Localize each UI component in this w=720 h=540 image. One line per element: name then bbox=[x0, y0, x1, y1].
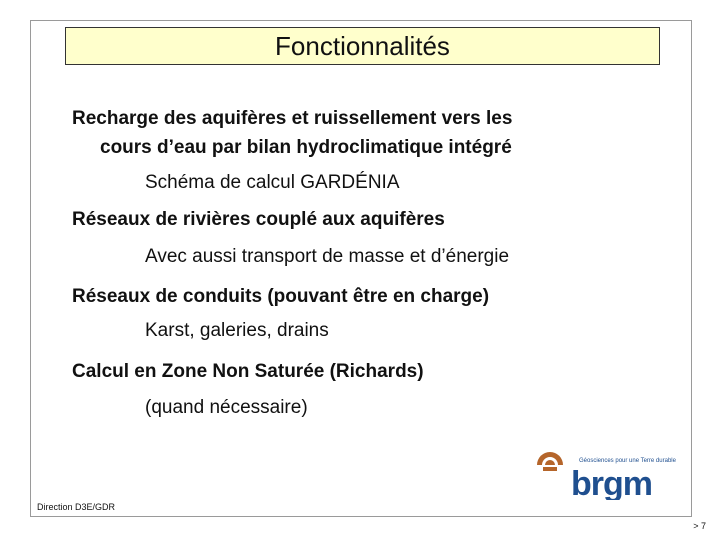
footer-text: Direction D3E/GDR bbox=[37, 502, 116, 512]
page-number: > 7 bbox=[693, 521, 706, 531]
title-box bbox=[65, 27, 660, 65]
item-recharge-line1: Recharge des aquifères et ruissellement vers les bbox=[72, 108, 513, 129]
sub-rivieres: Avec aussi transport de masse et d’énergie bbox=[145, 246, 510, 267]
brgm-logo bbox=[533, 445, 683, 500]
sub-recharge: Schéma de calcul GARDÉNIA bbox=[145, 172, 400, 193]
slide-title: Fonctionnalités bbox=[275, 31, 450, 61]
item-zns: Calcul en Zone Non Saturée (Richards) bbox=[72, 361, 424, 382]
item-recharge-line2: cours d’eau par bilan hydroclimatique intégré bbox=[100, 137, 512, 158]
brgm-logo-icon bbox=[533, 445, 683, 500]
item-rivieres: Réseaux de rivières couplé aux aquifères bbox=[72, 209, 445, 230]
sub-zns: (quand nécessaire) bbox=[145, 397, 308, 418]
slide-frame bbox=[30, 20, 692, 517]
item-conduits: Réseaux de conduits (pouvant être en charge) bbox=[72, 286, 490, 307]
logo-tagline: Géosciences pour une Terre durable bbox=[579, 458, 676, 464]
logo-wordmark: brgm bbox=[571, 465, 652, 500]
sub-conduits: Karst, galeries, drains bbox=[145, 320, 329, 341]
